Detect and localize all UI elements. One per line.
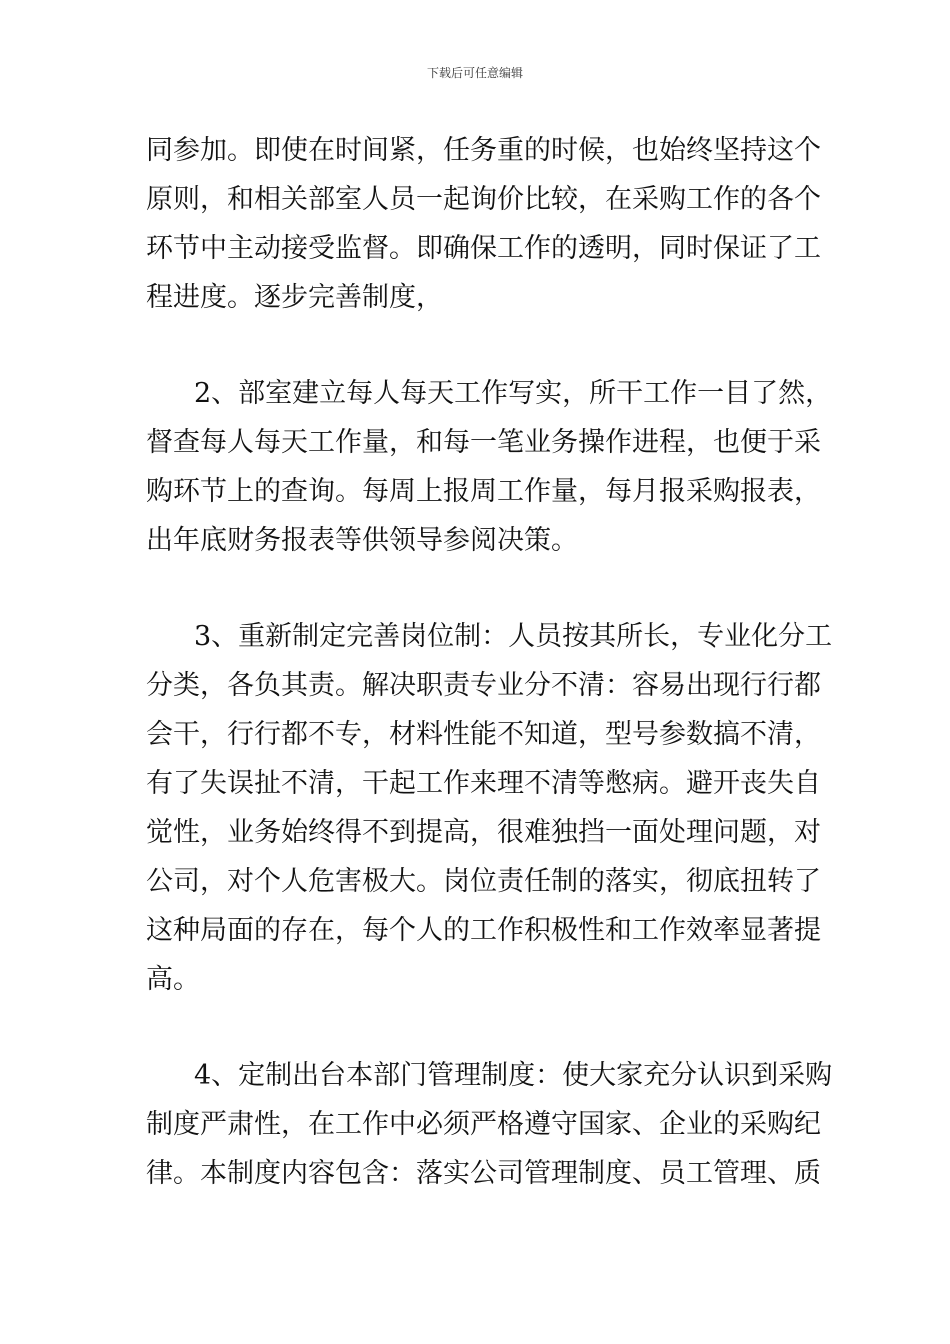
text-line: 高。 (146, 964, 200, 995)
paragraph-3 (146, 612, 833, 1004)
text-line: 原则，和相关部室人员一起询价比较，在采购工作的各个 (146, 184, 821, 215)
text-line: 出年底财务报表等供领导参阅决策。 (146, 525, 578, 556)
page-header: 下载后可任意编辑 (426, 66, 523, 80)
text-line: 觉性，业务始终得不到提高，很难独挡一面处理问题，对 (146, 817, 821, 848)
text-line: 程进度。逐步完善制度， (146, 282, 443, 313)
paragraph-4 (146, 1051, 833, 1198)
text-line: 环节中主动接受监督。即确保工作的透明，同时保证了工 (146, 233, 821, 264)
text-line: 4、定制出台本部门管理制度：使大家充分认识到采购 (194, 1060, 833, 1091)
text-line: 会干，行行都不专，材料性能不知道，型号参数搞不清， (146, 719, 821, 750)
text-line: 这种局面的存在，每个人的工作积极性和工作效率显著提 (146, 915, 821, 946)
text-line: 制度严肃性，在工作中必须严格遵守国家、企业的采购纪 (146, 1109, 821, 1140)
text-line: 3、重新制定完善岗位制：人员按其所长，专业化分工 (194, 621, 833, 652)
text-line: 督查每人每天工作量，和每一笔业务操作进程，也便于采 (146, 427, 821, 458)
text-line: 公司，对个人危害极大。岗位责任制的落实，彻底扭转了 (146, 866, 821, 897)
text-line: 购环节上的查询。每周上报周工作量，每月报采购报表， (146, 476, 821, 507)
paragraph-2 (146, 369, 833, 565)
text-line: 有了失误扯不清，干起工作来理不清等憋病。避开丧失自 (146, 768, 821, 799)
text-line: 分类，各负其责。解决职责专业分不清：容易出现行行都 (146, 670, 821, 701)
text-line: 律。本制度内容包含：落实公司管理制度、员工管理、质 (146, 1158, 821, 1189)
document-body (146, 126, 833, 1198)
paragraph-1 (146, 126, 821, 322)
text-line: 2、部室建立每人每天工作写实，所干工作一目了然， (194, 378, 833, 409)
text-line: 同参加。即使在时间紧，任务重的时候，也始终坚持这个 (146, 135, 821, 166)
